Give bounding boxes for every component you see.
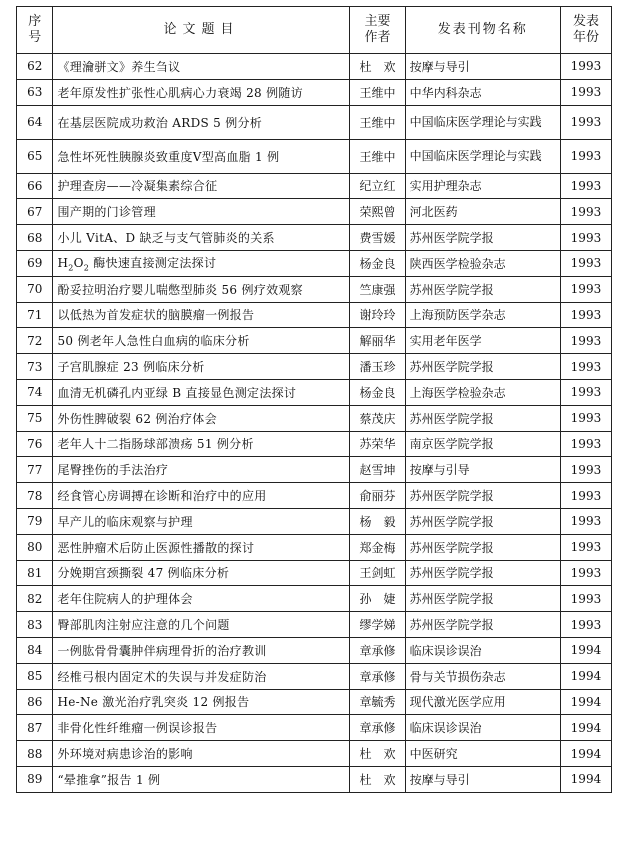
row-no: 65 — [17, 139, 53, 173]
row-year: 1993 — [560, 79, 611, 105]
row-year: 1993 — [560, 328, 611, 354]
table-row — [17, 328, 612, 354]
row-no: 83 — [17, 612, 53, 638]
row-year: 1993 — [560, 457, 611, 483]
row-author: 谢玲玲 — [350, 302, 405, 328]
table-row — [17, 302, 612, 328]
header-author-line1: 主要 — [364, 14, 391, 29]
row-title: 经食管心房调搏在诊断和治疗中的应用 — [53, 483, 350, 509]
row-no: 88 — [17, 741, 53, 767]
row-title: 在基层医院成功救治 ARDS 5 例分析 — [53, 105, 350, 139]
row-no: 66 — [17, 173, 53, 199]
row-year: 1994 — [560, 637, 611, 663]
header-year-line1: 发表 — [572, 14, 599, 29]
row-title: 以低热为首发症状的脑膜瘤一例报告 — [53, 302, 350, 328]
row-no: 63 — [17, 79, 53, 105]
row-journal: 按摩与导引 — [405, 54, 560, 80]
row-no: 64 — [17, 105, 53, 139]
table-row — [17, 483, 612, 509]
table-row — [17, 766, 612, 792]
row-no: 62 — [17, 54, 53, 80]
row-year: 1993 — [560, 173, 611, 199]
row-title: 尾臀挫伤的手法治疗 — [53, 457, 350, 483]
table-row — [17, 79, 612, 105]
table-row — [17, 250, 612, 276]
row-title: 恶性肿瘤术后防止医源性播散的探讨 — [53, 534, 350, 560]
row-no: 87 — [17, 715, 53, 741]
row-author: 孙 婕 — [350, 586, 405, 612]
table-row — [17, 586, 612, 612]
row-no: 80 — [17, 534, 53, 560]
row-no: 72 — [17, 328, 53, 354]
row-author: 蔡茂庆 — [350, 405, 405, 431]
row-author: 解丽华 — [350, 328, 405, 354]
row-no: 82 — [17, 586, 53, 612]
row-author: 王维中 — [350, 79, 405, 105]
row-year: 1993 — [560, 379, 611, 405]
row-journal: 河北医药 — [405, 199, 560, 225]
row-title — [53, 250, 350, 276]
row-title: 老年住院病人的护理体会 — [53, 586, 350, 612]
row-year: 1993 — [560, 560, 611, 586]
row-no: 78 — [17, 483, 53, 509]
table-row — [17, 560, 612, 586]
table-row — [17, 637, 612, 663]
table-row — [17, 354, 612, 380]
row-year: 1993 — [560, 139, 611, 173]
row-journal: 上海预防医学杂志 — [405, 302, 560, 328]
row-title: 护理查房——冷凝集素综合征 — [53, 173, 350, 199]
row-year: 1993 — [560, 405, 611, 431]
table-row — [17, 379, 612, 405]
row-journal: 临床误诊误治 — [405, 715, 560, 741]
formula-sub-2: 2 — [83, 263, 90, 273]
row-journal: 苏州医学院学报 — [405, 483, 560, 509]
row-year: 1993 — [560, 54, 611, 80]
row-journal: 苏州医学院学报 — [405, 354, 560, 380]
row-author: 王维中 — [350, 105, 405, 139]
header-author-line2: 作者 — [364, 30, 391, 45]
paper-list-table — [16, 6, 612, 793]
table-row — [17, 199, 612, 225]
row-author: 荣熙曾 — [350, 199, 405, 225]
row-year: 1994 — [560, 689, 611, 715]
row-journal: 中医研究 — [405, 741, 560, 767]
title-rest: 酶快速直接测定法探讨 — [89, 256, 217, 271]
table-row — [17, 741, 612, 767]
row-title: “晕推拿”报告 1 例 — [53, 766, 350, 792]
row-journal: 苏州医学院学报 — [405, 560, 560, 586]
row-journal: 上海医学检验杂志 — [405, 379, 560, 405]
header-title: 论文题目 — [53, 7, 350, 54]
formula-sub-1: 2 — [68, 263, 74, 273]
row-author: 俞丽芬 — [350, 483, 405, 509]
header-no — [17, 7, 53, 54]
formula-o: O — [73, 256, 84, 271]
row-author: 王维中 — [350, 139, 405, 173]
formula-h: H — [57, 256, 69, 271]
row-no: 67 — [17, 199, 53, 225]
table-row — [17, 54, 612, 80]
row-author: 苏荣华 — [350, 431, 405, 457]
row-title: 分娩期宫颈撕裂 47 例临床分析 — [53, 560, 350, 586]
row-no: 69 — [17, 250, 53, 276]
row-author: 缪学娣 — [350, 612, 405, 638]
row-title: 老年人十二指肠球部溃疡 51 例分析 — [53, 431, 350, 457]
row-year: 1993 — [560, 276, 611, 302]
header-author — [350, 7, 405, 54]
table-row — [17, 612, 612, 638]
table-row — [17, 534, 612, 560]
row-journal: 中国临床医学理论与实践 — [405, 105, 560, 139]
row-author: 杨金良 — [350, 250, 405, 276]
row-title: He-Ne 激光治疗乳突炎 12 例报告 — [53, 689, 350, 715]
table-row — [17, 508, 612, 534]
row-title: 经椎弓根内固定术的失误与并发症防治 — [53, 663, 350, 689]
row-journal: 南京医学院学报 — [405, 431, 560, 457]
row-title: 围产期的门诊管理 — [53, 199, 350, 225]
row-author: 章承修 — [350, 663, 405, 689]
row-author: 费雪媛 — [350, 225, 405, 251]
row-no: 71 — [17, 302, 53, 328]
row-title: 外伤性脾破裂 62 例治疗体会 — [53, 405, 350, 431]
row-journal: 实用老年医学 — [405, 328, 560, 354]
row-author: 竺康强 — [350, 276, 405, 302]
row-year: 1993 — [560, 483, 611, 509]
row-no: 77 — [17, 457, 53, 483]
row-year: 1993 — [560, 612, 611, 638]
table-row — [17, 405, 612, 431]
table-header-row — [17, 7, 612, 54]
row-year: 1994 — [560, 766, 611, 792]
row-journal: 苏州医学院学报 — [405, 508, 560, 534]
row-journal: 苏州医学院学报 — [405, 534, 560, 560]
header-journal: 发表刊物名称 — [405, 7, 560, 54]
table-row — [17, 225, 612, 251]
row-title: 小儿 VitA、D 缺乏与支气管肺炎的关系 — [53, 225, 350, 251]
row-year: 1993 — [560, 354, 611, 380]
table-row — [17, 431, 612, 457]
row-title: 《理瀹骈文》养生刍议 — [53, 54, 350, 80]
row-title: 酚妥拉明治疗婴儿喘憋型肺炎 56 例疗效观察 — [53, 276, 350, 302]
row-no: 70 — [17, 276, 53, 302]
table-row — [17, 276, 612, 302]
row-title: 血清无机磷孔内亚绿 B 直接显色测定法探讨 — [53, 379, 350, 405]
row-title: 早产儿的临床观察与护理 — [53, 508, 350, 534]
row-journal: 现代激光医学应用 — [405, 689, 560, 715]
row-author: 杨 毅 — [350, 508, 405, 534]
row-year: 1993 — [560, 586, 611, 612]
row-journal: 陕西医学检验杂志 — [405, 250, 560, 276]
row-journal: 骨与关节损伤杂志 — [405, 663, 560, 689]
row-author: 章承修 — [350, 715, 405, 741]
row-title: 50 例老年人急性白血病的临床分析 — [53, 328, 350, 354]
row-no: 73 — [17, 354, 53, 380]
row-author: 王剑虹 — [350, 560, 405, 586]
row-journal: 按摩与导引 — [405, 766, 560, 792]
row-title: 老年原发性扩张性心肌病心力衰竭 28 例随访 — [53, 79, 350, 105]
row-no: 85 — [17, 663, 53, 689]
row-title: 一例肱骨骨囊肿伴病理骨折的治疗教训 — [53, 637, 350, 663]
row-no: 76 — [17, 431, 53, 457]
row-journal: 临床误诊误治 — [405, 637, 560, 663]
header-no-line1: 序 — [28, 14, 42, 29]
row-no: 74 — [17, 379, 53, 405]
row-year: 1994 — [560, 741, 611, 767]
row-author: 杜 欢 — [350, 741, 405, 767]
row-journal: 苏州医学院学报 — [405, 586, 560, 612]
header-year-line2: 年份 — [572, 30, 599, 45]
row-journal: 按摩与引导 — [405, 457, 560, 483]
row-year: 1993 — [560, 225, 611, 251]
row-author: 郑金梅 — [350, 534, 405, 560]
row-no: 86 — [17, 689, 53, 715]
row-journal: 苏州医学院学报 — [405, 612, 560, 638]
row-year: 1993 — [560, 302, 611, 328]
row-author: 赵雪坤 — [350, 457, 405, 483]
row-journal: 苏州医学院学报 — [405, 225, 560, 251]
row-journal: 实用护理杂志 — [405, 173, 560, 199]
row-author: 纪立红 — [350, 173, 405, 199]
row-author: 章毓秀 — [350, 689, 405, 715]
row-author: 杜 欢 — [350, 766, 405, 792]
row-year: 1993 — [560, 105, 611, 139]
table-row — [17, 139, 612, 173]
table-row — [17, 457, 612, 483]
header-year — [560, 7, 611, 54]
table-row — [17, 715, 612, 741]
row-year: 1994 — [560, 715, 611, 741]
row-no: 89 — [17, 766, 53, 792]
row-year: 1993 — [560, 250, 611, 276]
row-title: 非骨化性纤维瘤一例误诊报告 — [53, 715, 350, 741]
table-row — [17, 689, 612, 715]
row-no: 79 — [17, 508, 53, 534]
table-row — [17, 663, 612, 689]
row-title: 急性坏死性胰腺炎致重度Ⅴ型高血脂 1 例 — [53, 139, 350, 173]
row-author: 潘玉珍 — [350, 354, 405, 380]
row-author: 章承修 — [350, 637, 405, 663]
row-year: 1993 — [560, 199, 611, 225]
row-year: 1993 — [560, 508, 611, 534]
row-journal: 中国临床医学理论与实践 — [405, 139, 560, 173]
table-row — [17, 105, 612, 139]
row-no: 84 — [17, 637, 53, 663]
row-no: 81 — [17, 560, 53, 586]
table-row — [17, 173, 612, 199]
header-no-line2: 号 — [28, 30, 42, 45]
row-title: 臀部肌肉注射应注意的几个问题 — [53, 612, 350, 638]
row-journal: 中华内科杂志 — [405, 79, 560, 105]
row-author: 杜 欢 — [350, 54, 405, 80]
row-journal: 苏州医学院学报 — [405, 405, 560, 431]
row-author: 杨金良 — [350, 379, 405, 405]
row-no: 68 — [17, 225, 53, 251]
row-no: 75 — [17, 405, 53, 431]
row-year: 1993 — [560, 534, 611, 560]
row-title: 外环境对病患诊治的影响 — [53, 741, 350, 767]
row-title: 子宫肌腺症 23 例临床分析 — [53, 354, 350, 380]
row-journal: 苏州医学院学报 — [405, 276, 560, 302]
row-year: 1993 — [560, 431, 611, 457]
row-year: 1994 — [560, 663, 611, 689]
